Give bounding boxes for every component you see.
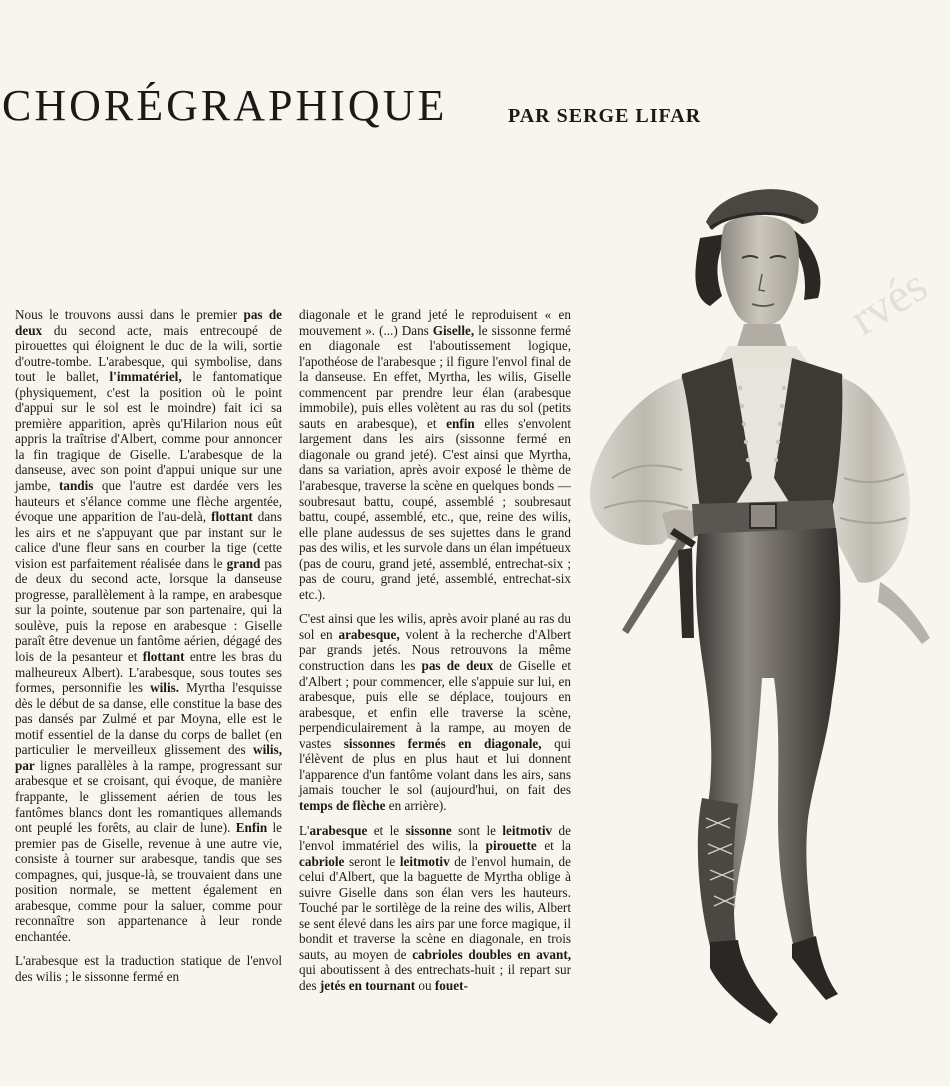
bold-term: sissonne (405, 822, 452, 838)
bold-term: leitmotiv (399, 853, 450, 869)
text-run: en arrière). (385, 797, 447, 813)
dancer-illustration (582, 178, 942, 1048)
text-column-middle (299, 307, 571, 1003)
text-run: entre les bras du malheureux Albert). L'arabesque, sous toutes ses formes, personnifie les (15, 649, 282, 696)
bold-term: sissonnes fermés en diagonale, (343, 735, 542, 751)
text-run: dans les airs et ne s'appuyant que par instant sur le calice d'une fleur sans en courber la tige (cette vision est parfaitement réalisée dans le (15, 509, 282, 571)
text-run: Myrtha l'esquisse dès le début de sa danse, elle constitue la base des pas dansés par Zulmé et par Moyna, elle est le motif essentiel de la danse du corps de ballet (en particulier le merveilleux glissement des (15, 680, 282, 758)
paragraph (299, 823, 571, 994)
text-run: Nous le trouvons aussi dans le premier (15, 307, 244, 322)
text-run: de l'envol immatériel des wilis, la (299, 822, 571, 854)
text-run: que l'autre est dardée vers les hauteurs et s'élance comme une flèche argentée, évoque une apparition de l'au-delà, (15, 478, 282, 525)
text-run: ou (415, 977, 435, 993)
bold-term: wilis, (253, 742, 282, 758)
text-column-left (15, 307, 282, 994)
text-run: qui l'élèvent de plus en plus haut et lui donnent l'apparence d'un fantôme volant dans les airs, sans jamais toucher le sol (aujourd'hui, on fait des (299, 735, 571, 798)
bold-term: leitmotiv (502, 822, 553, 838)
text-run: L'arabesque est la traduction statique de l'envol des wilis ; le sissonne fermé en (15, 953, 282, 984)
bold-term: par (15, 757, 35, 773)
bold-term: wilis. (150, 680, 180, 696)
byline: PAR SERGE LIFAR (508, 105, 702, 127)
bold-term: arabesque (309, 822, 368, 838)
paragraph (299, 307, 571, 602)
watermark-text: rvés (840, 258, 937, 346)
text-run: L' (299, 822, 310, 838)
bold-term: flottant (211, 509, 253, 525)
bold-term: cabrioles doubles en avant, (412, 946, 572, 962)
text-run: le fantomatique (physiquement, c'est la position où le point d'appui sur le sol est le moindre) fait ici sa première apparition, après qu'Hilarion nous eût appris la traîtrise d'Albert, comme pour annoncer la fin tragique de Giselle. L'arabesque de la danseuse, avec son point d'appui unique sur une jambe, (15, 369, 283, 494)
bold-term: arabesque, (338, 626, 400, 642)
bold-term: tandis (58, 478, 94, 494)
text-run: diagonale et le grand jeté le reproduisent « en mouvement ». (...) Dans (299, 307, 571, 338)
text-run: du second acte, mais entrecoupé de pirouettes qui éloignent le duc de la wili, sortie d'outre-tombe. L'arabesque, qui symbolise, dans tout le ballet, (15, 322, 282, 385)
text-run: qui aboutissent à des entrechats-huit ; il repart sur des (299, 962, 571, 993)
bold-term: grand (226, 555, 261, 571)
bold-term: Giselle, (432, 322, 475, 338)
text-run: de l'envol humain, de celui d'Albert, que la baguette de Myrtha oblige à suivre Giselle dans son élan vers les hauteurs. Touché par le sortilège de la reine des wilis, Albert se sent élevé dans les airs par une force magique, il bondit et traverse la scène en diagonale, en trois sauts, au moyen de (299, 853, 571, 962)
text-run: seront le (344, 853, 400, 869)
bold-term: temps de flèche (299, 797, 386, 813)
bold-term: flottant (142, 649, 185, 665)
text-run: le premier pas de Giselle, revenue à une autre vie, consiste à tourner sur arabesque, tandis que ses compagnes, qui, jusque-là, se trouvaient dans une position normale, se mettent également en arabesque, comme pour la saluer, comme pour reconnaître son appartenance à leur ronde enchantée. (15, 820, 282, 944)
paragraph (299, 611, 571, 813)
page-title: CHORÉGRAPHIQUE (2, 81, 448, 130)
bold-term: cabriole (299, 853, 345, 869)
text-run: et le (367, 822, 406, 838)
text-run: de Giselle et d'Albert ; pour commencer, elle s'appuie sur lui, en arabesque, puis elle se déplace, toujours en arabesque, et enfin elle traverse la scène, perpendiculairement à la rampe, au moyen de vastes (299, 658, 571, 751)
paragraph (15, 307, 282, 944)
text-run: et la (536, 838, 571, 854)
bold-term: pas de deux (15, 307, 283, 338)
bold-term: enfin (446, 415, 475, 431)
bold-term: pirouette (485, 838, 537, 854)
text-run: lignes parallèles à la rampe, progressant sur arabesque et se croisant, qui évoque, de manière frappante, le glissement aérien de tous les fantômes blancs dont les romantiques allemands ont peuplé les forêts, au clair de lune). (15, 757, 282, 836)
text-run: volent à la recherche d'Albert par grands jetés. Nous retrouvons la même construction dans les (299, 626, 571, 674)
bold-term: pas de deux (421, 658, 494, 674)
paragraph (15, 953, 282, 984)
text-run: sont le (451, 822, 503, 838)
text-run: pas de deux du second acte, lorsque la danseuse progresse, parallèlement à la rampe, en arabesque sur la pointe, soutenue par son partenaire, qui la soulève, puis la repose en arabesque : Giselle paraît être devenue un fantôme aérien, dégagé des lois de la pesanteur et (15, 555, 282, 665)
text-run: C'est ainsi que les wilis, après avoir plané au ras du sol en (299, 611, 571, 642)
bold-term: l'immatériel, (109, 369, 182, 385)
bold-term: fouet- (434, 977, 468, 993)
bold-term: Enfin (235, 820, 268, 836)
text-run: elles s'envolent largement dans les airs (sissonne fermé en diagonale ou grand jeté). C'est ainsi que Myrtha, dans sa variation, après avoir exposé le thème de l'arabesque, traverse la scène en quelques bonds — soubresaut battu, coupé, assemblé ; soubresaut battu, coupé, assemblé, etc., que, reine des wilis, elle plane audessus de ses sujettes dans le grand pas des wilis, et les survole dans un élan impétueux (pas de couru, grand jeté, assemblé, entrechat-six ; pas de couru, grand jeté, assemblé, entrechat-six etc.). (299, 415, 571, 602)
text-run: le sissonne fermé en diagonale est l'aboutissement logique, l'apothéose de l'arabesque ; il figure l'envol final de la danseuse. En effet, Myrtha, les wilis, Giselle commencent par prendre leur élan (arabesque immobile), puis elles volètent au ras du sol (petits sauts en arabesque), et (299, 322, 571, 431)
bold-term: jetés en tournant (319, 977, 416, 993)
